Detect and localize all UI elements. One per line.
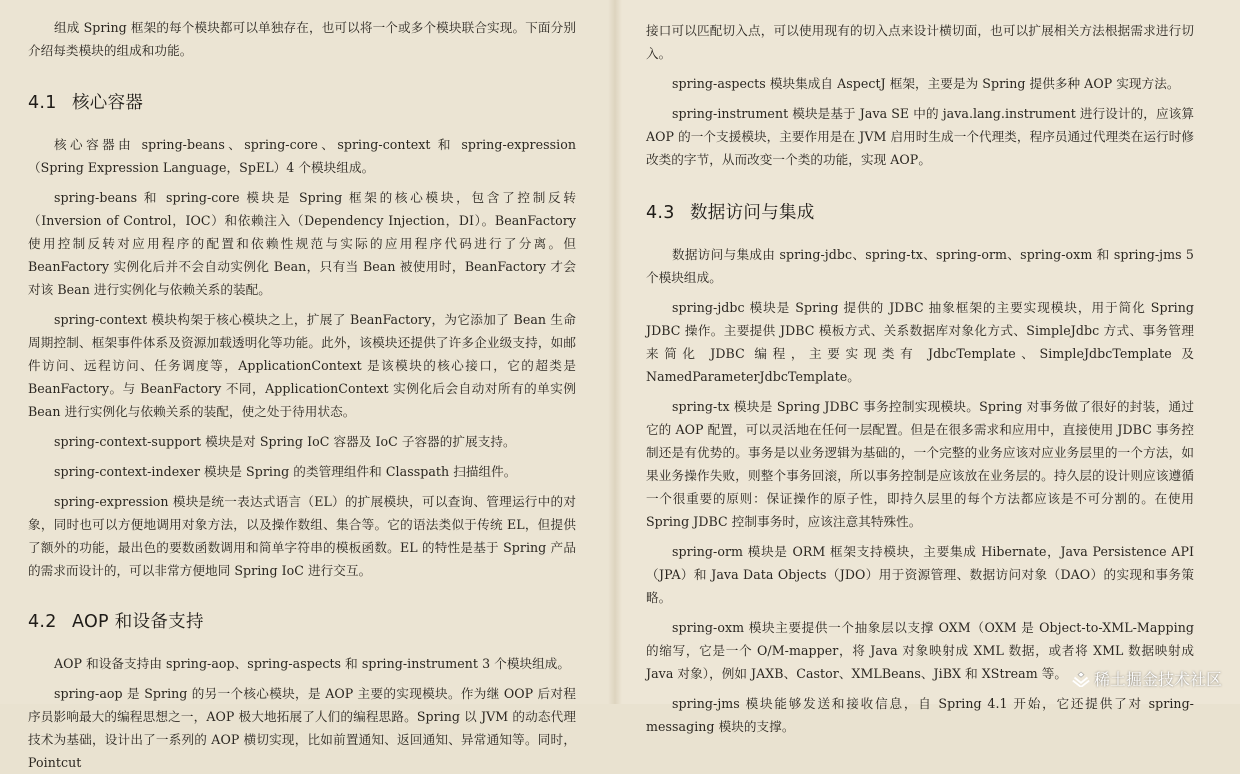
paragraph: AOP 和设备支持由 spring-aop、spring-aspects 和 spring-instrument 3 个模块组成。 bbox=[54, 656, 571, 671]
left-column bbox=[28, 0, 576, 774]
paragraph: spring-context-support 模块是对 Spring IoC 容器及 IoC 子容器的扩展支持。 bbox=[54, 434, 516, 449]
paragraph: spring-aop 是 Spring 的另一个核心模块，是 AOP 主要的实现模块。作为继 OOP 后对程序员影响最大的编程思想之一，AOP 极大地拓展了人们的编程思路。Spring 以 JVM 的动态代理技术为基础，设计出了一系列的 AOP 横切实现，比如前置通知、返回通知、异常通知等。同时，Pointcut bbox=[28, 686, 576, 770]
intro-paragraph: 组成 Spring 框架的每个模块都可以单独存在，也可以将一个或多个模块联合实现。下面分别介绍每类模块的组成和功能。 bbox=[28, 20, 576, 58]
book-gutter bbox=[608, 0, 622, 704]
section-heading-4-3 bbox=[646, 199, 1194, 224]
paragraph: spring-expression 模块是统一表达式语言（EL）的扩展模块，可以查询、管理运行中的对象，同时也可以方便地调用对象方法，以及操作数组、集合等。它的语法类似于传统 EL，但提供了额外的功能，最出色的要数函数调用和简单字符串的模板函数。EL 的特性是基于 Spring 产品的需求而设计的，可以非常方便地同 Spring IoC 进行交互。 bbox=[28, 494, 576, 578]
paragraph: spring-tx 模块是 Spring JDBC 事务控制实现模块。Spring 对事务做了很好的封装，通过它的 AOP 配置，可以灵活地在任何一层配置。但是在很多需求和应用中，直接使用 JDBC 事务控制还是有优势的。事务是以业务逻辑为基础的，一个完整的业务应该对应业务层里的一个方法，如果业务操作失败，则整个事务回滚，所以事务控制是应该放在业务层的。持久层的设计则应该遵循一个很重要的原则：保证操作的原子性，即持久层里的每个方法都应该是不可分割的。在使用 Spring JDBC 控制事务时，应该注意其特殊性。 bbox=[646, 399, 1194, 529]
section-title: 数据访问与集成 bbox=[690, 203, 815, 223]
section-title: 核心容器 bbox=[72, 93, 144, 113]
section-number: 4.3 bbox=[646, 203, 675, 223]
paragraph: spring-aspects 模块集成自 AspectJ 框架，主要是为 Spring 提供多种 AOP 实现方法。 bbox=[672, 76, 1180, 91]
paragraph: spring-oxm 模块主要提供一个抽象层以支撑 OXM（OXM 是 Object-to-XML-Mapping 的缩写，它是一个 O/M-mapper，将 Java 对象映射成 XML 数据，或者将 XML 数据映射成 Java 对象），例如 JAXB、Castor、XMLBeans、JiBX 和 XStream 等。 bbox=[646, 620, 1194, 681]
paragraph: spring-beans 和 spring-core 模块是 Spring 框架的核心模块，包含了控制反转（Inversion of Control，IOC）和依赖注入（Dependency Injection，DI）。BeanFactory 使用控制反转对应用程序的配置和依赖性规范与实际的应用程序代码进行了分离。但 BeanFactory 实例化后并不会自动实例化 Bean，只有当 Bean 被使用时，BeanFactory 才会对该 Bean 进行实例化与依赖关系的装配。 bbox=[28, 190, 576, 297]
section-heading-4-2 bbox=[28, 608, 576, 633]
section-title: AOP 和设备支持 bbox=[72, 612, 204, 632]
juejin-logo-icon bbox=[1072, 670, 1090, 688]
paragraph: spring-instrument 模块是基于 Java SE 中的 java.lang.instrument 进行设计的，应该算 AOP 的一个支援模块，主要作用是在 JVM 启用时生成一个代理类，程序员通过代理类在运行时修改类的字节，从而改变一个类的功能，实现 AOP。 bbox=[646, 106, 1194, 167]
watermark bbox=[1072, 667, 1222, 690]
continued-paragraph: 接口可以匹配切入点，可以使用现有的切入点来设计横切面，也可以扩展相关方法根据需求进行切入。 bbox=[646, 23, 1194, 61]
watermark-text: 稀土掘金技术社区 bbox=[1093, 670, 1222, 689]
section-number: 4.2 bbox=[28, 612, 57, 632]
paragraph: 数据访问与集成由 spring-jdbc、spring-tx、spring-orm、spring-oxm 和 spring-jms 5 个模块组成。 bbox=[646, 247, 1194, 285]
paragraph: spring-jms 模块能够发送和接收信息，自 Spring 4.1 开始，它还提供了对 spring-messaging 模块的支撑。 bbox=[646, 696, 1194, 734]
paragraph: spring-context 模块构架于核心模块之上，扩展了 BeanFactory，为它添加了 Bean 生命周期控制、框架事件体系及资源加载透明化等功能。此外，该模块还提供了许多企业级支持，如邮件访问、远程访问、任务调度等，ApplicationContext 是该模块的核心接口，它的超类是 BeanFactory。与 BeanFactory 不同，ApplicationContext 实例化后会自动对所有的单实例 Bean 进行实例化与依赖关系的装配，使之处于待用状态。 bbox=[28, 312, 576, 419]
paragraph: 核心容器由 spring-beans、spring-core、spring-context 和 spring-expression（Spring Expression Language，SpEL）4 个模块组成。 bbox=[28, 137, 576, 175]
paragraph: spring-context-indexer 模块是 Spring 的类管理组件和 Classpath 扫描组件。 bbox=[54, 464, 517, 479]
section-heading-4-1 bbox=[28, 89, 576, 114]
right-column bbox=[646, 0, 1194, 738]
section-number: 4.1 bbox=[28, 93, 57, 113]
paragraph: spring-orm 模块是 ORM 框架支持模块，主要集成 Hibernate，Java Persistence API（JPA）和 Java Data Objects（JDO）用于资源管理、数据访问对象（DAO）的实现和事务策略。 bbox=[646, 544, 1194, 605]
paragraph: spring-jdbc 模块是 Spring 提供的 JDBC 抽象框架的主要实现模块，用于简化 Spring JDBC 操作。主要提供 JDBC 模板方式、关系数据库对象化方式、SimpleJdbc 方式、事务管理来简化 JDBC 编程，主要实现类有 JdbcTemplate、SimpleJdbcTemplate 及 NamedParameterJdbcTemplate。 bbox=[646, 300, 1194, 384]
